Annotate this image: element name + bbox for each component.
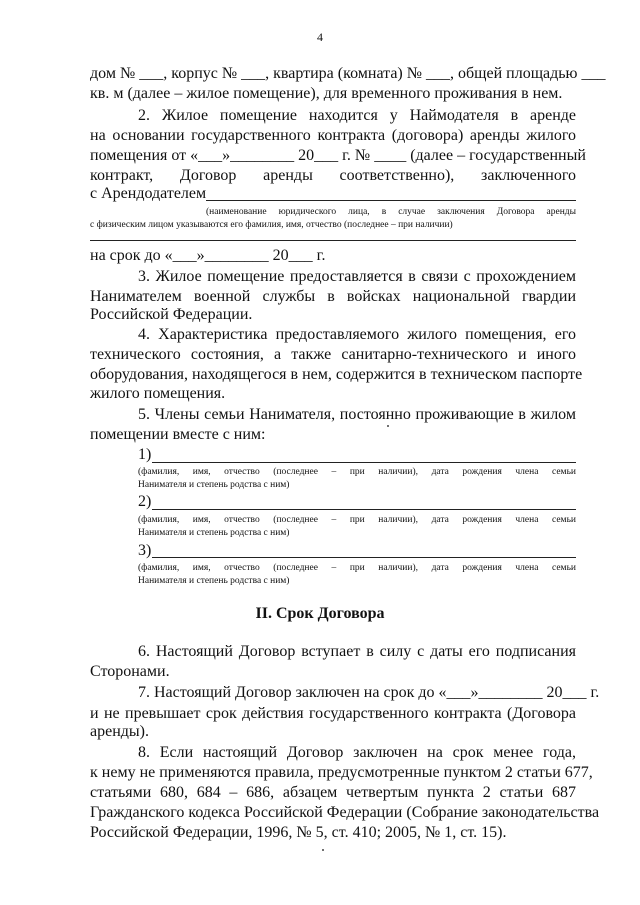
paragraph-1-line-1: дом № ___, корпус № ___, квартира (комната) № ___, общей площадью ___ (90, 65, 606, 82)
paragraph-1-line-2: кв. м (далее – жилое помещение), для временного проживания в нем. (90, 85, 563, 102)
paragraph-8-line-3: статьями 680, 684 – 686, абзацем четвертым пункта 2 статьи 687 (90, 784, 576, 801)
paragraph-8-line-4: Гражданского кодекса Российской Федерации (Собрание законодательства (90, 804, 600, 821)
paragraph-6-line-1: 6. Настоящий Договор вступает в силу с даты его подписания (138, 643, 576, 660)
lessor-blank-line (206, 200, 576, 201)
paragraph-8-line-5: Российской Федерации, 1996, № 5, ст. 410; 2005, № 1, ст. 15). (90, 824, 507, 841)
member-2-note-line-1: (фамилия, имя, отчество (последнее – при наличии), дата рождения члена семьи (138, 515, 576, 525)
member-3-blank-line (152, 557, 576, 558)
section-title: II. Срок Договора (255, 605, 385, 622)
member-3-number: 3) (138, 542, 152, 559)
page-number: 4 (317, 30, 323, 44)
paragraph-6-line-2: Сторонами. (90, 663, 170, 680)
member-1-number: 1) (138, 446, 152, 463)
scan-speck-2 (322, 849, 324, 851)
lessor-note-line-2: с физическим лицом указываются его фамилия, имя, отчество (последнее – при наличии) (90, 220, 453, 230)
paragraph-2-line-5: с Арендодателем (90, 185, 207, 202)
paragraph-5-line-1: 5. Члены семьи Нанимателя, постоянно проживающие в жилом (138, 406, 576, 423)
paragraph-3-line-1: 3. Жилое помещение предоставляется в связи с прохождением (138, 268, 576, 285)
paragraph-2-line-4: контракт, Договор аренды соответственно), заключенного (90, 167, 576, 184)
lessor-note-line-1: (наименование юридического лица, в случае заключения Договора аренды (206, 207, 576, 217)
paragraph-4-line-3: оборудования, находящегося в нем, содержится в техническом паспорте (90, 366, 583, 383)
paragraph-4-line-4: жилого помещения. (90, 385, 226, 402)
paragraph-3-line-3: Российской Федерации. (90, 306, 253, 323)
member-1-note-line-2: Нанимателя и степень родства с ним) (138, 480, 290, 490)
member-2-note-line-2: Нанимателя и степень родства с ним) (138, 528, 290, 538)
member-1-blank-line (152, 462, 576, 463)
paragraph-7-line-3: аренды). (90, 723, 149, 740)
paragraph-2-line-3: помещения от «___»________ 20___ г. № ____ (далее – государственный (90, 147, 586, 164)
paragraph-7-line-2: и не превышает срок действия государственного контракта (Договора (90, 705, 576, 722)
lessor-blank-line-2 (90, 240, 576, 241)
paragraph-2-line-2: на основании государственного контракта (договора) аренды жилого (90, 127, 576, 144)
paragraph-8-line-2: к нему не применяются правила, предусмотренные пунктом 2 статьи 677, (90, 764, 593, 781)
member-3-note-line-2: Нанимателя и степень родства с ним) (138, 576, 290, 586)
paragraph-4-line-2: технического состояния, а также санитарно-технического и иного (90, 346, 576, 363)
paragraph-2-term: на срок до «___»________ 20___ г. (90, 247, 326, 264)
paragraph-7-line-1: 7. Настоящий Договор заключен на срок до «___»________ 20___ г. (138, 684, 600, 701)
member-2-blank-line (152, 509, 576, 510)
paragraph-3-line-2: Нанимателем военной службы в войсках национальной гвардии (90, 288, 576, 305)
paragraph-2-line-1: 2. Жилое помещение находится у Наймодателя в аренде (138, 107, 576, 124)
scan-speck (387, 425, 389, 427)
paragraph-5-line-2: помещении вместе с ним: (90, 426, 266, 443)
member-1-note-line-1: (фамилия, имя, отчество (последнее – при наличии), дата рождения члена семьи (138, 467, 576, 477)
member-2-number: 2) (138, 493, 152, 510)
member-3-note-line-1: (фамилия, имя, отчество (последнее – при наличии), дата рождения члена семьи (138, 563, 576, 573)
paragraph-4-line-1: 4. Характеристика предоставляемого жилого помещения, его (138, 326, 576, 343)
paragraph-8-line-1: 8. Если настоящий Договор заключен на срок менее года, (138, 744, 576, 761)
